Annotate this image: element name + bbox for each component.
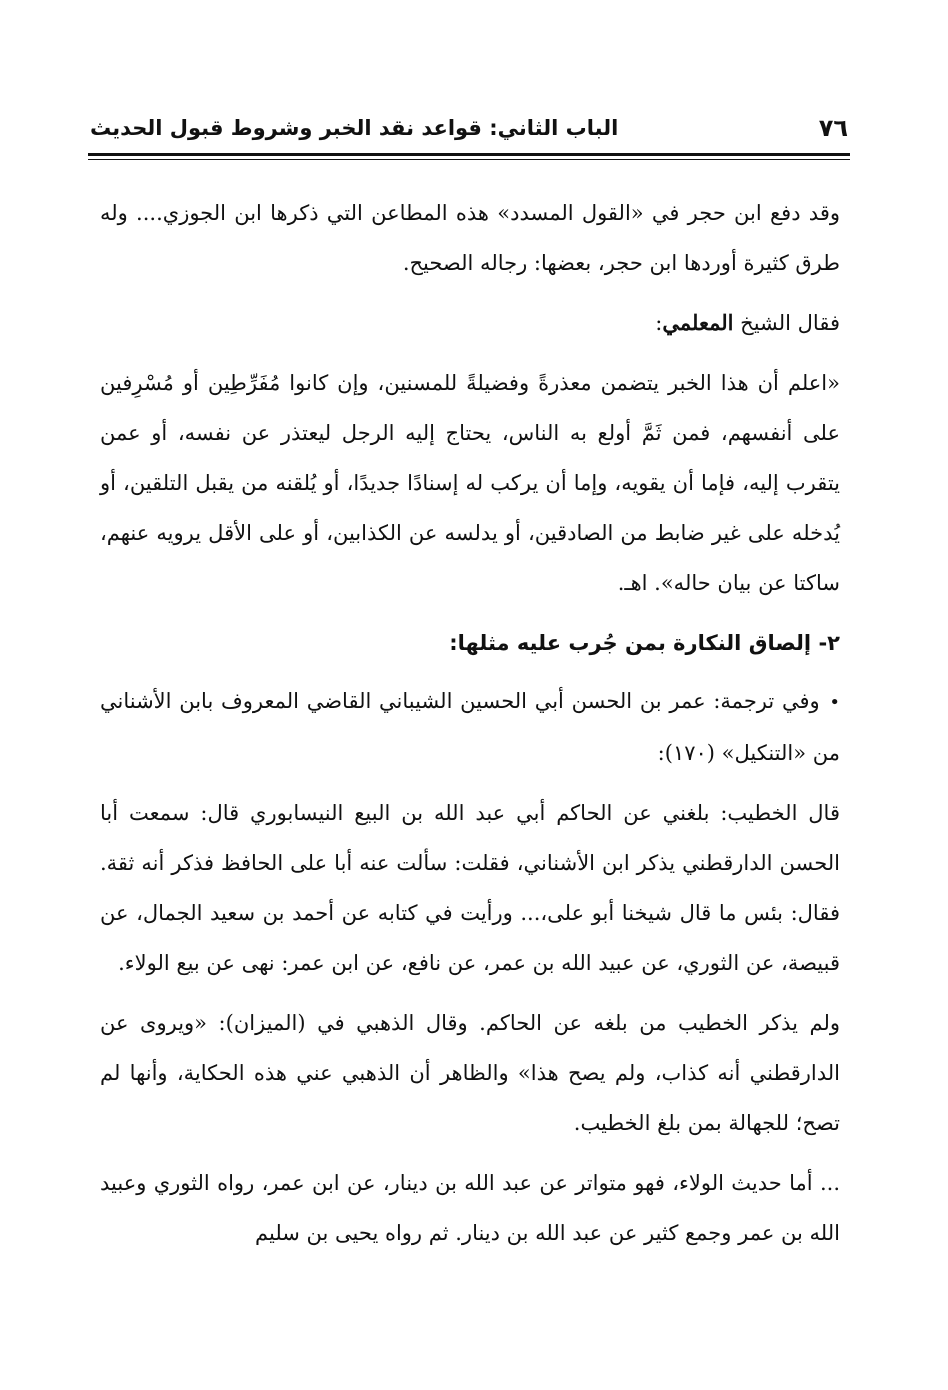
paragraph-khatib: قال الخطيب: بلغني عن الحاكم أبي عبد الله بن البيع النيسابوري قال: سمعت أبا الحسن الدارقطني يذكر ابن الأشناني، فقلت: سألت عنه أبا على الحافظ فذكر أنه ثقة. فقال: بئس ما قال شيخنا أبو على،... ورأيت في كتابه عن أحمد بن سعيد الجمال، عن قبيصة، عن الثوري، عن عبيد الله بن عمر، عن نافع، عن ابن عمر: نهى عن بيع الولاء. [100,801,840,975]
running-title: الباب الثاني: قواعد نقد الخبر وشروط قبول الحديث [90,116,619,140]
page-header [90,108,848,148]
paragraph-muallimi-quote: «اعلم أن هذا الخبر يتضمن معذرةً وفضيلةً للمسنين، وإن كانوا مُفَرِّطِين أو مُسْرِفين على أنفسهم، فمن ثَمَّ أولع به الناس، يحتاج إليه الرجل ليعتذر عن نفسه، أو عمن يتقرب إليه، فإما أن يقويه، وإما أن يركب له إسنادًا جديدًا، أو يُلقنه من يقبل التلقين، أو يُدخله على غير ضابط من الصادقين، أو يدلسه عن الكذابين، أو على الأقل يرويه عنهم، ساكتا عن بيان حاله». اهـ. [100,371,840,595]
paragraph-muallimi-intro [100,298,840,348]
paragraph-suffix: : [655,311,663,335]
scholar-name: المعلمي [662,310,734,335]
paragraph-tarjama-text: وفي ترجمة: عمر بن الحسن أبي الحسين الشيباني القاضي المعروف بابن الأشناني من «التنكيل» (١٧٠): [100,689,840,765]
paragraph-ibn-hajar: وقد دفع ابن حجر في «القول المسدد» هذه المطاعن التي ذكرها ابن الجوزي.... وله طرق كثيرة أوردها ابن حجر، بعضها: رجاله الصحيح. [100,201,840,275]
section-heading-2: ٢- إلصاق النكارة بمن جُرب عليه مثلها: [449,631,840,655]
paragraph-dhahabi: ولم يذكر الخطيب من بلغه عن الحاكم. وقال الذهبي في (الميزان): «ويروى عن الدارقطني أنه كذاب، ولم يصح هذا» والظاهر أن الذهبي عني هذه الحكاية، وأنها لم تصح؛ للجهالة بمن بلغ الخطيب. [100,1011,840,1135]
page-body [100,188,840,1268]
page-number: ٧٦ [818,114,848,142]
paragraph-tarjama [100,676,840,778]
paragraph-wala-hadith: ... أما حديث الولاء، فهو متواتر عن عبد الله بن دينار، عن ابن عمر، رواه الثوري وعبيد الله بن عمر وجمع كثير عن عبد الله بن دينار. ثم رواه يحيى بن سليم [100,1171,840,1245]
bullet-icon: • [829,692,840,713]
paragraph-prefix: فقال الشيخ [733,311,840,335]
header-rule-thick [88,153,850,156]
header-rule-thin [88,159,850,160]
